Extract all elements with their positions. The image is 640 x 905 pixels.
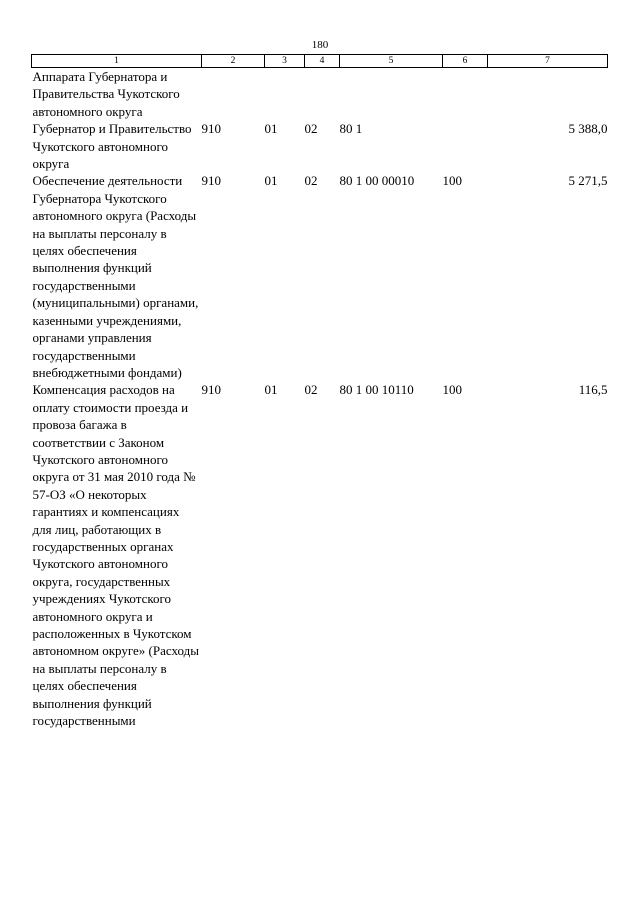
budget-table: [31, 54, 608, 729]
row-sum: 116,5: [578, 382, 608, 398]
row-name: Обеспечение деятельности Губернатора Чукотского автономного округа (Расходы на выплаты персоналу в целях обеспечения выполнения функций государственными (муниципальными) органами, казенными учреждениями, органами управления государственными внебюджетными фондами): [32, 173, 199, 380]
row-name: Аппарата Губернатора и Правительства Чукотского автономного округа: [32, 69, 180, 119]
row-rz: [265, 68, 305, 121]
table-row: [32, 172, 608, 381]
row-rz: 01: [264, 121, 278, 137]
row-ved: 910: [201, 382, 221, 398]
header-row: [32, 55, 608, 68]
row-vr: [443, 68, 488, 121]
header-col-7: 7: [488, 55, 608, 68]
table-body: [32, 68, 608, 730]
row-pr: 02: [304, 382, 318, 398]
row-vr: 100: [442, 382, 462, 398]
row-rz: 01: [264, 173, 278, 189]
row-ved: 910: [201, 121, 221, 137]
row-sum: 5 271,5: [568, 173, 608, 189]
row-sum: 5 388,0: [568, 121, 608, 137]
row-csr: 80 1: [339, 121, 363, 137]
header-col-2: 2: [202, 55, 265, 68]
row-name: Губернатор и Правительство Чукотского автономного округа: [32, 121, 192, 172]
row-ved: 910: [201, 173, 221, 189]
header-col-5: 5: [340, 55, 443, 68]
row-csr: [340, 68, 443, 121]
row-rz: 01: [264, 382, 278, 398]
table-row: [32, 120, 608, 172]
header-col-6: 6: [443, 55, 488, 68]
table-row: [32, 68, 608, 121]
page-number: 180: [311, 39, 329, 51]
row-pr: [305, 68, 340, 121]
header-col-1: 1: [32, 55, 202, 68]
table-header: [32, 55, 608, 68]
table-row: [32, 381, 608, 729]
row-csr: 80 1 00 00010: [339, 173, 415, 189]
row-ved: [202, 68, 265, 121]
header-col-4: 4: [305, 55, 340, 68]
header-col-3: 3: [265, 55, 305, 68]
row-pr: 02: [304, 121, 318, 137]
row-sum: [488, 68, 608, 121]
row-pr: 02: [304, 173, 318, 189]
row-vr: [443, 120, 488, 172]
row-csr: 80 1 00 10110: [339, 382, 414, 398]
row-vr: 100: [442, 173, 462, 189]
row-name: Компенсация расходов на оплату стоимости проезда и провоза багажа в соответствии с Законом Чукотского автономного округа от 31 мая 2010 года № 57-ОЗ «О некоторых гарантиях и компенсациях для лиц, работающих в государственных органах Чукотского автономного округа, государственных учреждениях Чукотского автономного округа и расположенных в Чукотском автономном округе» (Расходы на выплаты персоналу в целях обеспечения выполнения функций государственными: [32, 382, 199, 729]
